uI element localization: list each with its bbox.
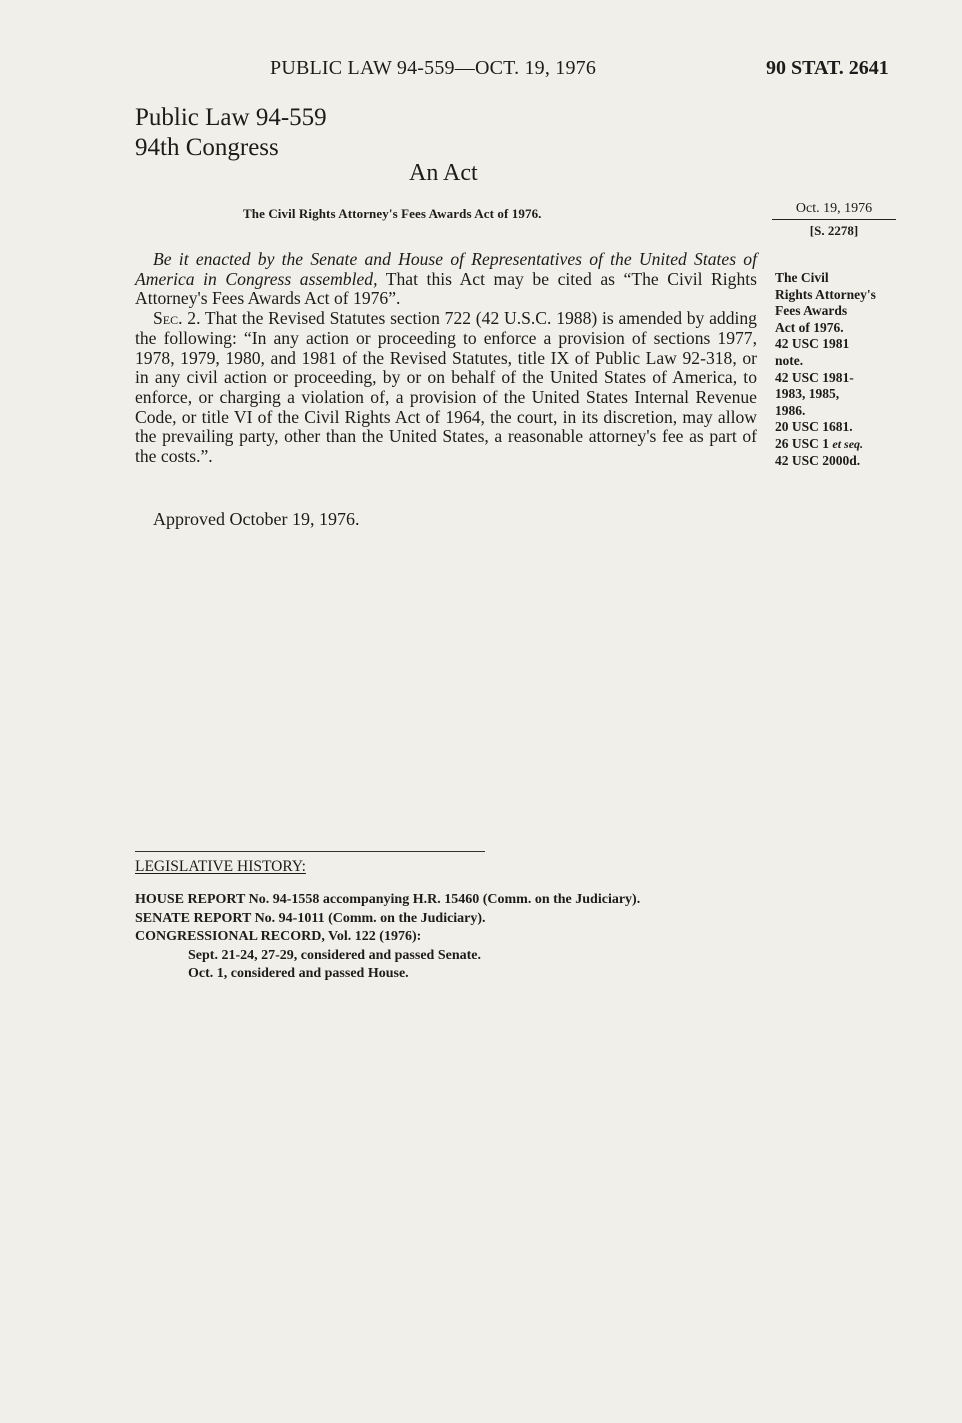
margin-note: 20 USC 1681.	[775, 419, 853, 435]
margin-note: The Civil	[775, 270, 829, 285]
et-seq-italic: et seq.	[832, 436, 864, 451]
margin-note: 42 USC 2000d.	[775, 452, 861, 468]
margin-note: 26 USC 1	[775, 435, 833, 451]
history-line: CONGRESSIONAL RECORD, Vol. 122 (1976):	[135, 929, 422, 944]
margin-note: 42 USC 1981	[775, 336, 850, 352]
history-line: SENATE REPORT No. 94-1011 (Comm. on the Judiciary).	[135, 910, 486, 926]
history-line: HOUSE REPORT No. 94-1558 accompanying H.R. 15460 (Comm. on the Judiciary).	[135, 892, 641, 907]
footnote-divider	[135, 851, 485, 852]
legislative-history-title: LEGISLATIVE HISTORY:	[135, 858, 306, 875]
enacting-clause: Be it enacted by the Senate and House of Representatives of the United States of America in Congress assembled,	[135, 249, 757, 289]
margin-note: 1986.	[775, 402, 806, 418]
margin-note: 1983, 1985,	[775, 386, 840, 402]
margin-note: note.	[775, 352, 804, 368]
bill-number: [S. 2278]	[809, 223, 859, 238]
margin-date-block	[772, 201, 896, 239]
section-1-text: That this Act may be cited as “The Civil Rights Attorney's Fees Awards Act of 1976”.	[135, 268, 757, 309]
section-2-label: Sec. 2.	[153, 308, 201, 329]
stat-page-number: 90 STAT. 2641	[766, 57, 889, 79]
act-heading: An Act	[409, 160, 478, 186]
margin-notes	[775, 270, 905, 469]
running-head: PUBLIC LAW 94-559—OCT. 19, 1976	[270, 57, 597, 79]
margin-note: 42 USC 1981-	[775, 369, 854, 385]
margin-note: Fees Awards	[775, 303, 848, 319]
act-short-title: The Civil Rights Attorney's Fees Awards Act of 1976.	[243, 206, 542, 221]
enactment-date: Oct. 19, 1976	[772, 201, 896, 220]
legislative-history-list	[135, 891, 640, 984]
section-2-text: That the Revised Statutes section 722 (42 U.S.C. 1988) is amended by adding the following: “In any action or proceeding to enforce a provision of sections 1977, 1978, 1979, 1980, and 1981 of the Revised Statutes, title IX of Public Law 92-318, or in any civil action or proceeding, by or on behalf of the United States of America, to enforce, or charging a violation of, a provision of the United States Internal Revenue Code, or title VI of the Civil Rights Act of 1964, the court, in its discretion, may allow the prevailing party, other than the United States, a reasonable attorney's fee as part of the costs.”.	[135, 308, 757, 467]
margin-note: Rights Attorney's	[775, 286, 876, 302]
record-entry: Oct. 1, considered and passed House.	[188, 966, 409, 981]
margin-note-with-et-seq	[775, 436, 905, 453]
margin-note: Act of 1976.	[775, 319, 844, 335]
act-body	[135, 250, 757, 467]
record-entry: Sept. 21-24, 27-29, considered and passed Senate.	[188, 947, 481, 963]
congress-number: 94th Congress	[135, 134, 279, 161]
section-2-paragraph	[135, 309, 757, 467]
law-title-block	[135, 103, 327, 163]
section-1-paragraph	[135, 250, 757, 309]
approval-line: Approved October 19, 1976.	[153, 509, 360, 529]
public-law-number: Public Law 94-559	[135, 104, 327, 131]
